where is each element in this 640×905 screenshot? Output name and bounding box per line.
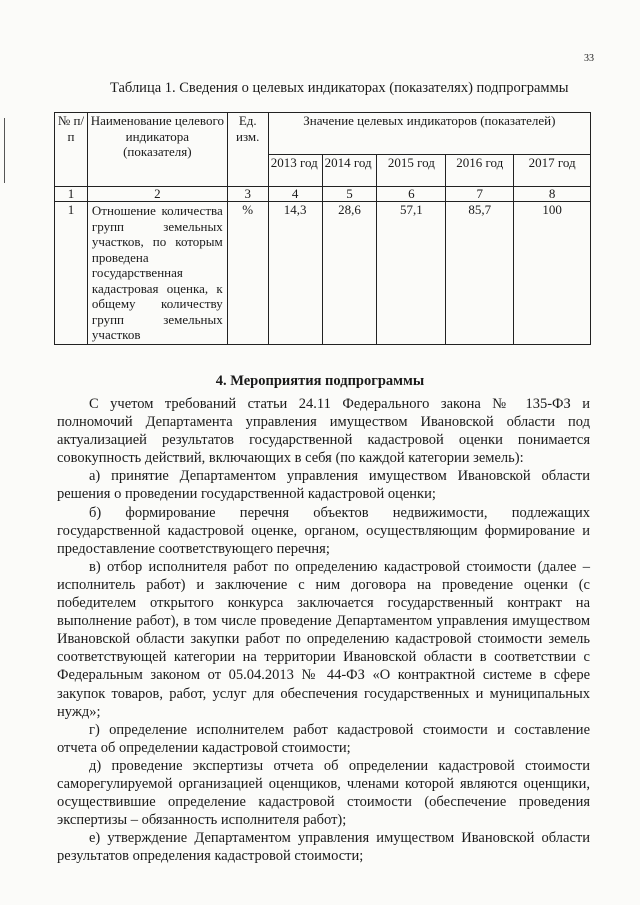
paragraph: б) формирование перечня объектов недвижимости, подлежащих государственной кадастровой оценке, органом, осуществляющим формирование и предоставление соответствующего перечня; [57, 504, 590, 557]
value-cell: 57,1 [377, 202, 446, 345]
paragraph: е) утверждение Департаментом управления имуществом Ивановской области результатов определения кадастровой стоимости; [57, 830, 590, 865]
table-row [55, 202, 591, 345]
column-number: 7 [446, 187, 514, 202]
header-num: № п/п [55, 113, 88, 187]
paragraph: г) определение исполнителем работ кадастровой стоимости и составление отчета об определении кадастровой стоимости; [57, 721, 590, 756]
row-num: 1 [55, 202, 88, 345]
column-number: 4 [268, 187, 322, 202]
body-text [57, 395, 590, 865]
header-year: 2015 год [377, 155, 446, 187]
value-cell: 85,7 [446, 202, 514, 345]
header-name: Наименование целевого индикатора (показателя) [87, 113, 227, 187]
page-number: 33 [584, 53, 594, 64]
indicators-table [54, 112, 591, 345]
paragraph: в) отбор исполнителя работ по определению кадастровой стоимости (далее – исполнитель работ) и заключение с ним договора на проведение оценки (с победителем открытого конкурса заключается государственный контракт на выполнение работ), в том числе проведение Департаментом управления имуществом Ивановской области закупки работ по определению кадастровой стоимости земель соответствующей категории на территории Ивановской области в соответствии с Федеральным законом от 05.04.2013 № 44-ФЗ «О контрактной системе в сфере закупок товаров, работ, услуг для обеспечения государственных и муниципальных нужд»; [57, 558, 590, 720]
column-number: 6 [377, 187, 446, 202]
margin-mark [4, 118, 5, 183]
header-values-group: Значение целевых индикаторов (показателей) [268, 113, 590, 155]
column-number: 3 [227, 187, 268, 202]
section-heading: 4. Мероприятия подпрограммы [215, 373, 425, 389]
indicator-name: Отношение количества групп земельных участков, по которым проведена государственная кадастровая оценка, к общему количеству групп земельных участков [87, 202, 227, 345]
column-number: 5 [322, 187, 377, 202]
paragraph: д) проведение экспертизы отчета об определении кадастровой стоимости саморегулируемой организацией оценщиков, членами которой являются оценщики, осуществившие определение кадастровой стоимости (обеспечение проведения экспертизы – обязанность исполнителя работ); [57, 757, 590, 829]
value-cell: 28,6 [322, 202, 377, 345]
header-year: 2017 год [514, 155, 591, 187]
column-number: 8 [514, 187, 591, 202]
column-number: 2 [87, 187, 227, 202]
value-cell: 100 [514, 202, 591, 345]
value-cell: 14,3 [268, 202, 322, 345]
paragraph: а) принятие Департаментом управления имуществом Ивановской области решения о проведении государственной кадастровой оценки; [57, 468, 590, 503]
header-year: 2016 год [446, 155, 514, 187]
header-unit: Ед. изм. [227, 113, 268, 187]
table-caption: Таблица 1. Сведения о целевых индикаторах (показателях) подпрограммы [110, 80, 569, 96]
paragraph: С учетом требований статьи 24.11 Федерального закона № 135-ФЗ и полномочий Департамента управления имуществом Ивановской области под актуализацией результатов государственной кадастровой оценки понимается совокупность действий, включающих в себя (по каждой категории земель): [57, 396, 590, 467]
header-year: 2013 год [268, 155, 322, 187]
column-number: 1 [55, 187, 88, 202]
header-year: 2014 год [322, 155, 377, 187]
row-unit: % [227, 202, 268, 345]
